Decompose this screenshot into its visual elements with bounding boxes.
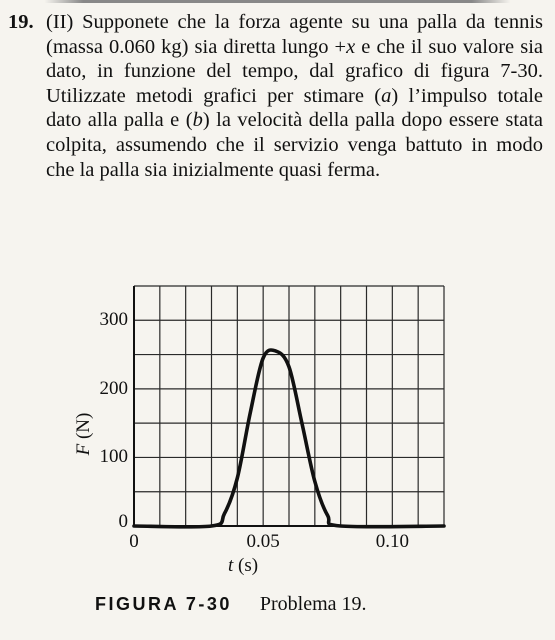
italic-symbol: x (346, 35, 356, 58)
italic-symbol: a (381, 84, 392, 107)
x-tick-label: 0.05 (246, 531, 280, 552)
top-rule (0, 0, 555, 3)
x-tick-label: 0 (129, 531, 139, 552)
y-axis-label (74, 412, 94, 456)
problem-number: 19. (8, 11, 34, 33)
y-tick-label: 300 (99, 309, 128, 331)
figure-label: FIGURA 7-30 (95, 594, 232, 614)
y-axis-unit: (N) (73, 412, 94, 440)
problem-text (46, 10, 543, 182)
x-axis-label (228, 556, 258, 576)
problem-reference: Problema 19. (259, 593, 367, 615)
x-tick-label: 0.10 (375, 531, 409, 552)
text-fragment: ) l’impulso totale dato alla palla e ( (46, 84, 543, 132)
y-tick-label: 200 (99, 377, 128, 399)
text-fragment: e che il suo valore sia dato, in funzione del tempo, dal grafico di figura 7-30. Utilizzate metodi grafici per stimare ( (46, 35, 543, 107)
problem-statement (8, 10, 543, 182)
y-tick-label: 100 (99, 446, 128, 468)
text-fragment: ) la velocità della palla dopo essere stata colpita, assumendo che il servizio venga battuto in modo che la palla sia inizialmente quasi ferma. (46, 109, 543, 181)
italic-symbol: b (192, 109, 203, 132)
y-axis-variable: F (73, 443, 94, 456)
x-axis-variable: t (228, 555, 234, 576)
figure-caption (95, 593, 367, 615)
text-fragment: (II) Supponete che la forza agente su una palla da tennis (massa 0.060 kg) sia diretta lungo + (46, 11, 543, 58)
x-axis-unit: (s) (238, 555, 259, 576)
y-tick-label: 0 (118, 511, 128, 532)
